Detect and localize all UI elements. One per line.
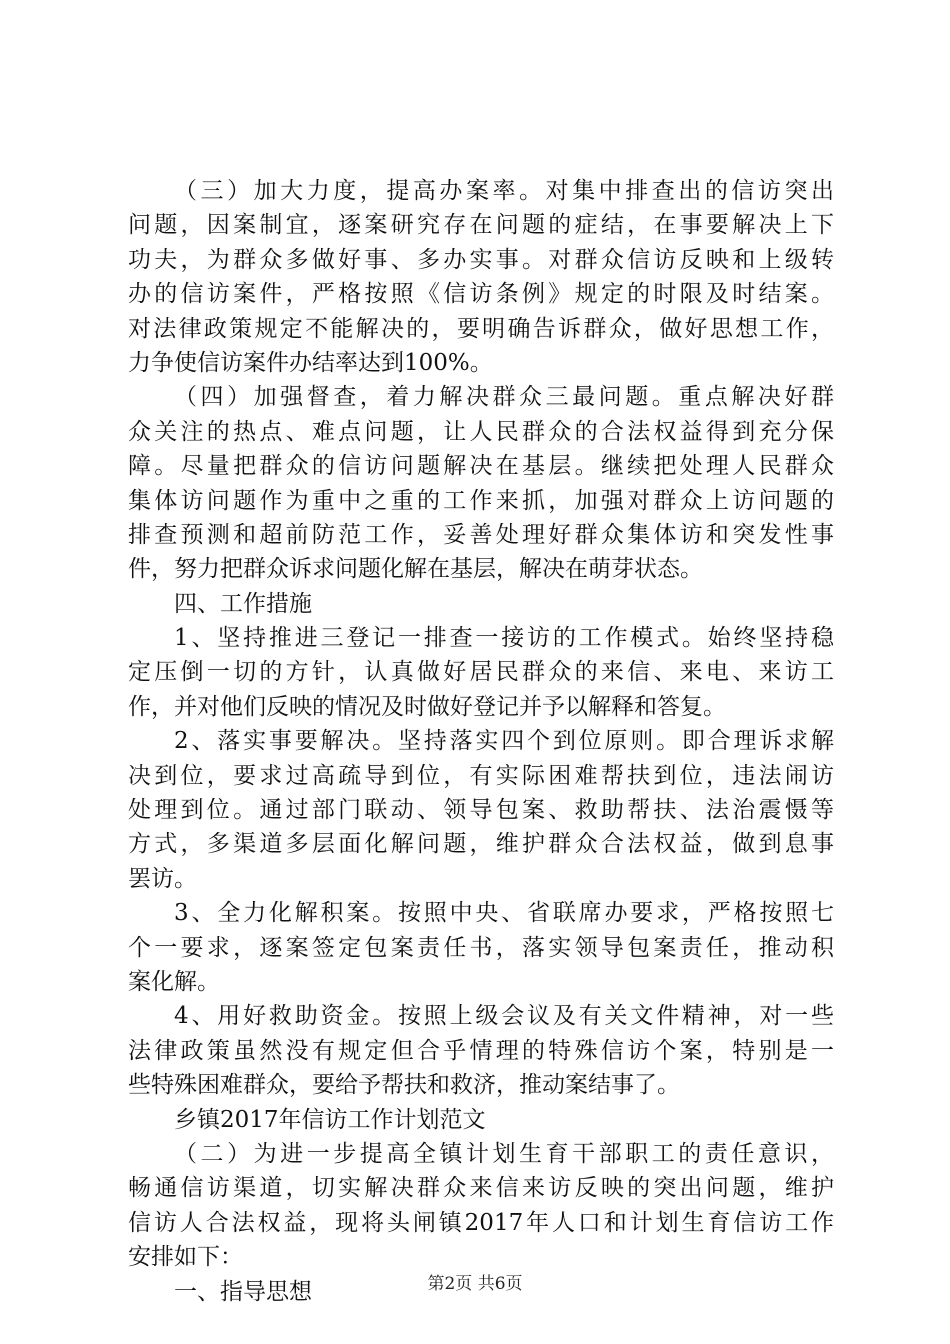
text-line: 罢访。 xyxy=(128,865,197,892)
text-line: 对法律政策规定不能解决的，要明确告诉群众，做好思想工作， xyxy=(128,315,834,342)
text-line: （四）加强督查，着力解决群众三最问题。重点解决好群 xyxy=(174,384,834,411)
text-line: 信访人合法权益，现将头闸镇2017年人口和计划生育信访工作 xyxy=(128,1209,834,1236)
text-line: 畅通信访渠道，切实解决群众来信来访反映的突出问题，维护 xyxy=(128,1175,834,1202)
text-line: 个一要求，逐案签定包案责任书，落实领导包案责任，推动积 xyxy=(128,934,834,961)
text-line: 处理到位。通过部门联动、领导包案、救助帮扶、法治震慑等 xyxy=(128,797,834,824)
text-line: 作，并对他们反映的情况及时做好登记并予以解释和答复。 xyxy=(128,693,726,720)
text-line: 乡镇2017年信访工作计划范文 xyxy=(174,1106,486,1133)
text-line: 障。尽量把群众的信访问题解决在基层。继续把处理人民群众 xyxy=(128,453,834,480)
text-line: 问题，因案制宜，逐案研究存在问题的症结，在事要解决上下 xyxy=(128,212,834,239)
text-line: 3、全力化解积案。按照中央、省联席办要求，严格按照七 xyxy=(174,900,834,927)
text-line: （二）为进一步提高全镇计划生育干部职工的责任意识， xyxy=(174,1140,834,1167)
text-line: 功夫，为群众多做好事、多办实事。对群众信访反映和上级转 xyxy=(128,246,834,273)
text-line: 法律政策虽然没有规定但合乎情理的特殊信访个案，特别是一 xyxy=(128,1037,834,1064)
text-line: 决到位，要求过高疏导到位，有实际困难帮扶到位，违法闹访 xyxy=(128,762,834,789)
text-line: 定压倒一切的方针，认真做好居民群众的来信、来电、来访工 xyxy=(128,659,834,686)
text-line: 案化解。 xyxy=(128,968,220,995)
text-line: （三）加大力度，提高办案率。对集中排查出的信访突出 xyxy=(174,178,834,204)
text-line: 些特殊困难群众，要给予帮扶和救济，推动案结事了。 xyxy=(128,1072,680,1099)
text-line: 1、坚持推进三登记一排查一接访的工作模式。始终坚持稳 xyxy=(174,625,834,652)
text-line: 4、用好救助资金。按照上级会议及有关文件精神，对一些 xyxy=(174,1003,834,1030)
text-line: 一、指导思想 xyxy=(174,1278,312,1305)
text-line: 力争使信访案件办结率达到100%。 xyxy=(128,349,493,376)
text-line: 众关注的热点、难点问题，让人民群众的合法权益得到充分保 xyxy=(128,418,834,445)
page-footer: 第2页 共6页 xyxy=(427,1274,523,1294)
text-line: 方式，多渠道多层面化解问题，维护群众合法权益，做到息事 xyxy=(128,831,834,858)
text-line: 四、工作措施 xyxy=(174,590,312,617)
text-line: 排查预测和超前防范工作，妥善处理好群众集体访和突发性事 xyxy=(128,521,834,548)
text-line: 安排如下： xyxy=(128,1244,243,1271)
text-line: 2、落实事要解决。坚持落实四个到位原则。即合理诉求解 xyxy=(174,728,834,755)
text-line: 件，努力把群众诉求问题化解在基层，解决在萌芽状态。 xyxy=(128,556,703,583)
text-line: 集体访问题作为重中之重的工作来抓，加强对群众上访问题的 xyxy=(128,487,834,514)
text-line: 办的信访案件，严格按照《信访条例》规定的时限及时结案。 xyxy=(128,281,834,308)
document-body xyxy=(128,174,834,1309)
